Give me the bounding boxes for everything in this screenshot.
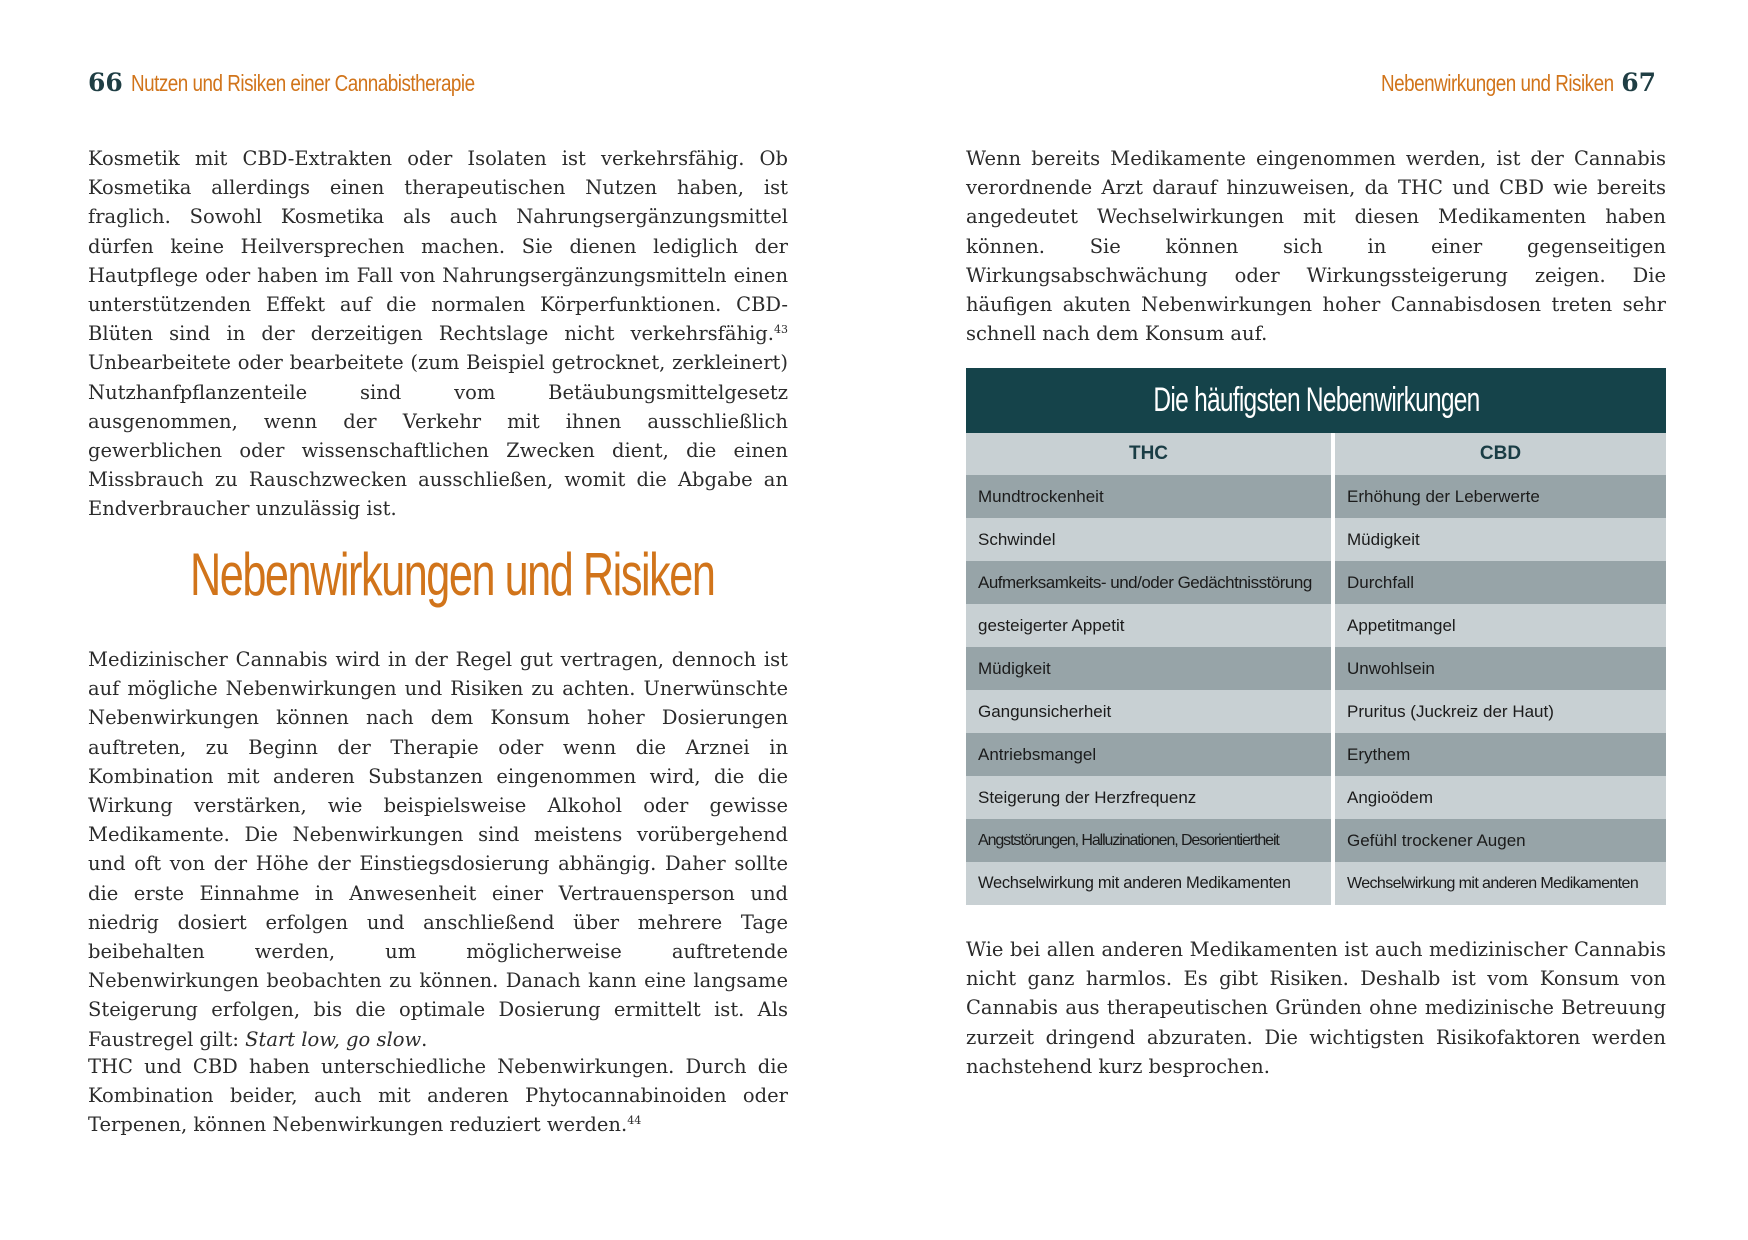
side-effects-grid: [966, 433, 1666, 905]
rule-of-thumb: Start low, go slow: [245, 1027, 422, 1051]
cbd-cell: Durchfall: [1333, 561, 1666, 604]
paragraph-side-effects-intro: [88, 645, 788, 1054]
paragraph-end: .: [421, 1027, 428, 1051]
footnote-marker: 44: [627, 1114, 642, 1128]
thc-cell: Müdigkeit: [966, 647, 1333, 690]
paragraph-text: Kosmetik mit CBD-Extrakten oder Isolaten ist verkehrsfähig. Ob Kosmetika allerdings einen therapeutischen Nutzen haben, ist fraglich. Sowohl Kosmetika als auch Nahrungsergänzungsmittel dürfen keine Heilversprechen machen. Sie dienen lediglich der Hautpflege oder haben im Fall von Nahrungsergänzungsmitteln einen unterstützenden Effekt auf die normalen Körperfunktionen. CBD-Blüten sind in der derzeitigen Rechtslage nicht verkehrsfähig.: [88, 147, 788, 346]
running-head-right: [1330, 68, 1656, 98]
footnote-marker: 43: [774, 323, 788, 337]
table-row: [966, 604, 1666, 647]
section-heading-text: Nebenwirkungen und Risiken: [189, 541, 715, 608]
thc-cell: Aufmerksamkeits- und/oder Gedächtnisstörung: [966, 561, 1333, 604]
column-header-thc: THC: [966, 433, 1333, 475]
thc-cell: gesteigerter Appetit: [966, 604, 1333, 647]
table-title: Die häufigsten Nebenwirkungen: [1152, 381, 1480, 419]
thc-cell: Wechselwirkung mit anderen Medikamenten: [966, 862, 1333, 905]
thc-cell: Steigerung der Herzfrequenz: [966, 776, 1333, 819]
thc-cell: Mundtrockenheit: [966, 475, 1333, 518]
paragraph-text: Medizinischer Cannabis wird in der Regel gut vertragen, dennoch ist auf mögliche Nebenwirkungen und Risiken zu achten. Unerwünschte Nebenwirkungen können nach dem Konsum hoher Dosierungen auftreten, zu Beginn der Therapie oder wenn die Arznei in Kombination mit anderen Substanzen eingenommen wird, die die Wirkung verstärken, wie beispielsweise Alkohol oder gewisse Medikamente. Die Nebenwirkungen sind meistens vorübergehend und oft von der Höhe der Einstiegsdosierung abhängig. Daher sollte die erste Einnahme in Anwesenheit einer Vertrauensperson und niedrig dosiert erfolgen und anschließend über mehrere Tage beibehalten werden, um möglicherweise auftretende Nebenwirkungen beobachten zu können. Danach kann eine langsame Steigerung erfolgen, bis die optimale Dosierung ermittelt ist. Als Faustregel gilt:: [88, 648, 788, 1051]
table-row: [966, 518, 1666, 561]
cbd-cell: Müdigkeit: [1333, 518, 1666, 561]
table-row: [966, 475, 1666, 518]
table-row: [966, 776, 1666, 819]
cbd-cell: Wechselwirkung mit anderen Medikamenten: [1333, 862, 1666, 905]
table-row: [966, 733, 1666, 776]
paragraph-text: Wie bei allen anderen Medikamenten ist auch medizinischer Cannabis nicht ganz harmlos. Es gibt Risiken. Deshalb ist vom Konsum von Cannabis aus therapeutischen Gründen ohne medizinische Betreuung zurzeit dringend abzuraten. Die wichtigsten Risikofaktoren werden nachstehend kurz besprochen.: [966, 938, 1666, 1078]
thc-cell: Gangunsicherheit: [966, 690, 1333, 733]
running-head-left: [88, 68, 550, 98]
paragraph-text-continued: Unbearbeitete oder bearbeitete (zum Beispiel getrocknet, zerkleinert) Nutzhanfpflanzenteile sind vom Betäubungsmittelgesetz ausgenommen, wenn der Verkehr mit ihnen ausschließlich gewerblichen oder wissenschaftlichen Zwecken dient, die einen Missbrauch zu Rauschzwecken ausschließen, womit die Abgabe an Endverbraucher unzulässig ist.: [88, 351, 788, 521]
section-heading: [88, 540, 788, 610]
cbd-cell: Appetitmangel: [1333, 604, 1666, 647]
table-title-banner: [966, 368, 1666, 433]
cbd-cell: Erhöhung der Leberwerte: [1333, 475, 1666, 518]
table-row: [966, 690, 1666, 733]
paragraph-interactions: [966, 144, 1666, 348]
column-header-cbd: CBD: [1333, 433, 1666, 475]
paragraph-cosmetics: [88, 144, 788, 524]
paragraph-thc-cbd: [88, 1052, 788, 1140]
thc-cell: Antriebsmangel: [966, 733, 1333, 776]
table-row: [966, 561, 1666, 604]
table-header-row: [966, 433, 1666, 475]
cbd-cell: Gefühl trockener Augen: [1333, 819, 1666, 862]
running-title: Nutzen und Risiken einer Cannabistherapie: [130, 70, 475, 96]
paragraph-risks: [966, 935, 1666, 1081]
cbd-cell: Unwohlsein: [1333, 647, 1666, 690]
page-number: 66: [88, 68, 123, 97]
cbd-cell: Angioödem: [1333, 776, 1666, 819]
table-row: [966, 647, 1666, 690]
page-number: 67: [1621, 68, 1656, 97]
thc-cell: Schwindel: [966, 518, 1333, 561]
cbd-cell: Erythem: [1333, 733, 1666, 776]
right-page: [874, 0, 1748, 1240]
side-effects-table: [966, 368, 1666, 905]
table-row: [966, 819, 1666, 862]
paragraph-text: THC und CBD haben unterschiedliche Nebenwirkungen. Durch die Kombination beider, auch mit anderen Phytocannabinoiden oder Terpenen, können Nebenwirkungen reduziert werden.: [88, 1055, 788, 1137]
thc-cell: Angststörungen, Halluzinationen, Desorientiertheit: [966, 819, 1333, 862]
table-row: [966, 862, 1666, 905]
running-title: Nebenwirkungen und Risiken: [1380, 70, 1614, 96]
cbd-cell: Pruritus (Juckreiz der Haut): [1333, 690, 1666, 733]
paragraph-text: Wenn bereits Medikamente eingenommen werden, ist der Cannabis verordnende Arzt darauf hinzuweisen, da THC und CBD wie bereits angedeutet Wechselwirkungen mit diesen Medikamenten haben können. Sie können sich in einer gegenseitigen Wirkungsabschwächung oder Wirkungssteigerung zeigen. Die häufigen akuten Nebenwirkungen hoher Cannabisdosen treten sehr schnell nach dem Konsum auf.: [966, 147, 1666, 346]
